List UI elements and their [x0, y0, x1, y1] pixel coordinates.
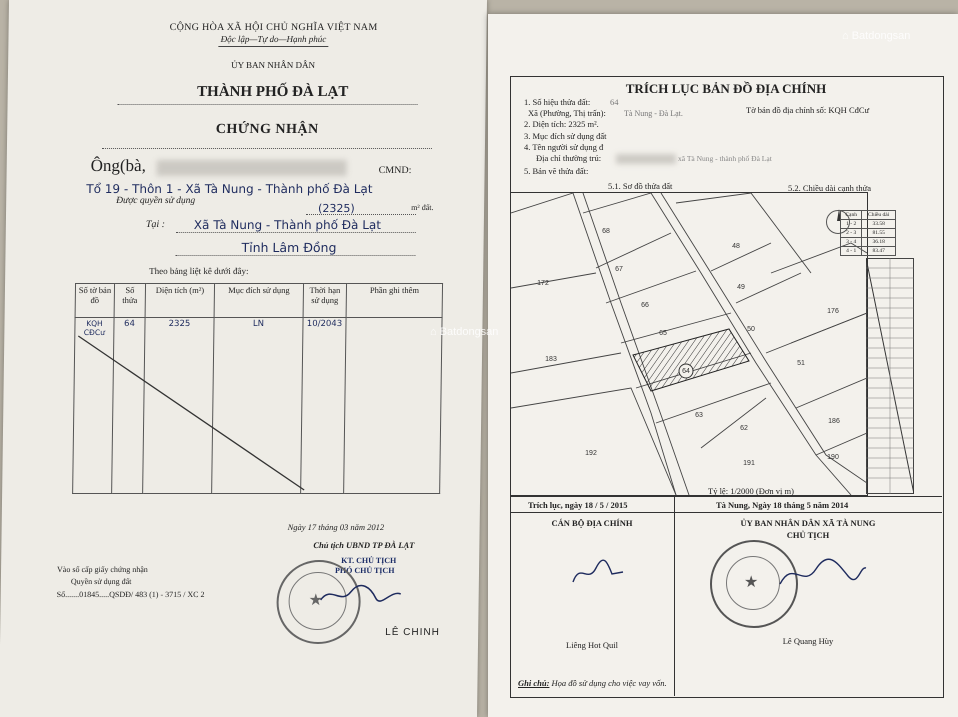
lot-number-68: 68 [602, 228, 610, 235]
extract-date: Trích lục, ngày 18 / 5 / 2015 [528, 500, 628, 510]
col-map-sheet: Số tờ bản đồ [75, 284, 114, 318]
sketch-label: 5.1. Sơ đồ thửa đất [608, 181, 673, 191]
officer-title: CÁN BỘ ĐỊA CHÍNH [551, 518, 633, 528]
ledger-intro: Theo bảng liệt kê dưới đây: [149, 266, 249, 276]
lot-number-66: 66 [641, 302, 649, 309]
edge-col-header: Cạnh [841, 211, 862, 220]
cell-term: 10/2043 [301, 318, 346, 494]
lot-number-63: 63 [695, 412, 703, 419]
area-value: (2325) [318, 202, 355, 215]
cell-parcel: 64 [112, 318, 145, 494]
commune-value: Tà Nung - Đà Lạt. [624, 109, 683, 118]
cadastral-extract-page [488, 14, 958, 717]
motto: Độc lập—Tự do—Hạnh phúc [220, 34, 327, 44]
table-strike-line [72, 318, 442, 494]
lot-number-49: 49 [737, 284, 745, 291]
registry-line-3: Số.......01845.....QSDĐ/ 483 (1) - 3715 / XC 2 [56, 590, 205, 599]
signer-title-2: PHÓ CHỦ TỊCH [334, 566, 395, 575]
commune-seal-stamp: ★ [710, 540, 798, 628]
redacted-name [157, 160, 347, 176]
motto-underline [218, 46, 328, 47]
lot-number-186: 186 [828, 418, 840, 425]
republic-header: CỘNG HÒA XÃ HỘI CHỦ NGHĨA VIỆT NAM [169, 22, 378, 33]
dotted-line [118, 104, 418, 105]
parcel-map [510, 192, 868, 496]
lot-number-67: 67 [615, 266, 623, 273]
officer-signature [568, 554, 628, 594]
dotted-line [176, 232, 416, 233]
lot-number-190: 190 [827, 454, 839, 461]
chair-signature [778, 554, 868, 594]
cell-area: 2325 [143, 318, 214, 494]
col-notes: Phần ghi thêm [346, 284, 442, 318]
edge-length: 36.18 [862, 238, 896, 247]
chair-name: Lê Quang Hùy [782, 636, 834, 646]
edge-label: 1 - 2 [841, 220, 862, 229]
signature-left [315, 580, 405, 610]
col-parcel: Số thửa [114, 284, 145, 318]
watermark-text: Batdongsan [851, 30, 911, 42]
sign-date: Tà Nung, Ngày 18 tháng 5 năm 2014 [716, 500, 849, 510]
owner-prefix: Ông(bà, [90, 156, 147, 175]
chairman-label: Chủ tịch UBND TP ĐÀ LẠT [313, 540, 415, 550]
committee-label: ỦY BAN NHÂN DÂN [231, 60, 316, 70]
user-name-line: 4. Tên người sử dụng đ [524, 142, 604, 152]
lot-number-176: 176 [827, 308, 839, 315]
commune-label: Xã (Phường, Thị trấn): [528, 108, 606, 118]
edge-label: 2 - 3 [841, 229, 862, 238]
address-value: xã Tà Nung - thành phố Đà Lạt [678, 154, 772, 163]
edge-length-table [840, 210, 896, 256]
highlighted-parcel-64 [633, 329, 749, 391]
registry-line-2: Quyền sử dụng đất [70, 577, 132, 586]
signature-row-divider [510, 512, 942, 513]
lot-number-48: 48 [732, 243, 740, 250]
dotted-line [306, 214, 416, 215]
lot-number-51: 51 [797, 360, 805, 367]
city-title: THÀNH PHỐ ĐÀ LẠT [196, 84, 349, 100]
note-text: Họa đồ sử dụng cho việc vay vốn. [551, 678, 667, 688]
signer-title-1: KT. CHỦ TỊCH [341, 556, 397, 565]
cell-map-sheet: KQH CĐCư [73, 318, 114, 494]
signature-divider [510, 496, 942, 497]
lot-number-191: 191 [743, 460, 755, 467]
use-right-label: Được quyền sử dụng [116, 196, 196, 206]
extract-title: TRÍCH LỤC BẢN ĐỒ ĐỊA CHÍNH [625, 81, 827, 96]
edge-label: 4 - 1 [841, 247, 862, 256]
registry-line-1: Vào sổ cấp giấy chứng nhận [56, 565, 148, 574]
parcel-number-label: 1. Số hiệu thửa đất: [524, 97, 591, 107]
chair-title: CHỦ TỊCH [786, 530, 830, 540]
dotted-line [175, 255, 415, 256]
scale-label: Tỷ lệ: 1/2000 (Đơn vị m) [708, 486, 794, 496]
issue-date: Ngày 17 tháng 03 năm 2012 [287, 522, 385, 532]
id-label: CMND: [378, 165, 412, 176]
parcel-number-value: 64 [610, 97, 619, 107]
map-sheet-label: Tờ bản đồ địa chính số: KQH CđCư [746, 105, 870, 115]
address-label: Địa chỉ thường trú: [536, 153, 602, 163]
note [518, 678, 667, 688]
lot-number-192: 192 [585, 450, 597, 457]
note-label: Ghi chú: [518, 678, 550, 688]
certificate-title: CHỨNG NHẬN [215, 122, 319, 137]
edge-length: 83.47 [862, 247, 896, 256]
col-area: Diện tích (m²) [145, 284, 214, 318]
dotted-line [102, 148, 432, 149]
owner-address: Tổ 19 - Thôn 1 - Xã Tà Nung - Thành phố Đà Lạt [86, 182, 373, 196]
edge-length: 81.55 [862, 229, 896, 238]
lot-number-50: 50 [747, 326, 755, 333]
lot-number-62: 62 [740, 425, 748, 432]
watermark-text: Batdongsan [439, 326, 499, 338]
col-purpose: Mục đích sử dụng [214, 284, 303, 318]
city-seal-stamp: ★ [276, 560, 361, 644]
lot-number-172: 172 [537, 280, 549, 287]
area-line: 2. Diện tích: 2325 m². [524, 119, 599, 129]
length-col-header: Chiều dài [862, 211, 896, 220]
parcel-map-drawing [511, 193, 867, 495]
committee-title: ỦY BAN NHÂN DÂN XÃ TÀ NUNG [740, 518, 876, 528]
watermark-center: ⌂ Batdongsan [430, 326, 499, 338]
edge-length: 33.58 [862, 220, 896, 229]
lot-number-183: 183 [545, 356, 557, 363]
redacted-address [616, 154, 676, 164]
signer-name: LÊ CHINH [385, 627, 440, 638]
province: Tỉnh Lâm Đồng [241, 240, 337, 255]
watermark-corner: ⌂ Batdongsan [842, 30, 911, 42]
lot-number-64: 64 [682, 368, 690, 375]
at-label: Tại : [145, 219, 166, 230]
drawing-label: 5. Bản vẽ thửa đất: [524, 166, 589, 176]
officer-name: Liêng Hot Quil [566, 640, 618, 650]
edge-table-strike [866, 258, 914, 494]
location: Xã Tà Nung - Thành phố Đà Lạt [193, 218, 382, 232]
edge-length-label: 5.2. Chiều dài cạnh thửa [788, 183, 871, 193]
purpose-line: 3. Mục đích sử dụng đất [524, 131, 607, 141]
cell-purpose: LN [212, 318, 303, 494]
edge-label: 3 - 4 [841, 238, 862, 247]
lot-number-65: 65 [659, 330, 667, 337]
col-term: Thời hạn sử dụng [303, 284, 346, 318]
area-unit: m² đất. [411, 203, 434, 212]
